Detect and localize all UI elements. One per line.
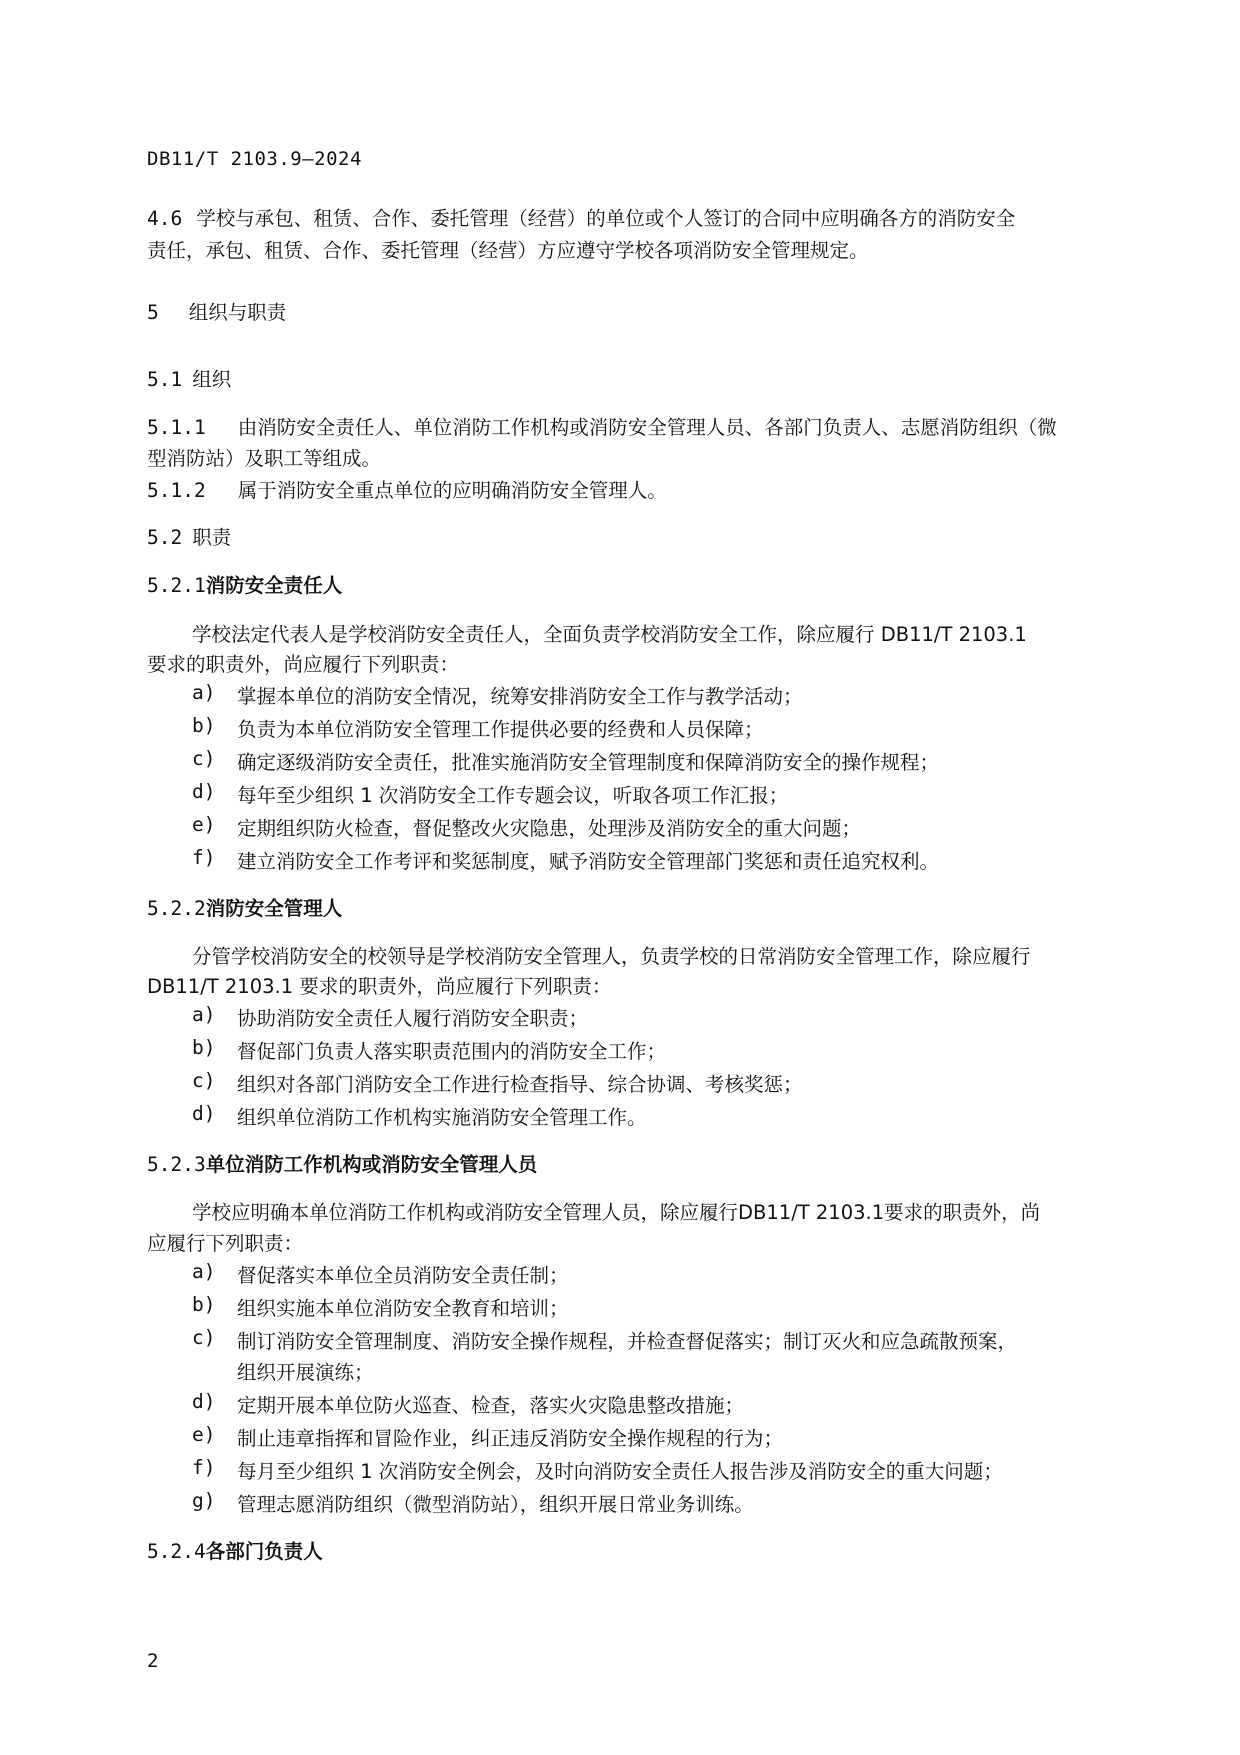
list-item-marker: d): [192, 1390, 216, 1413]
section-5-2-3-heading: [147, 1149, 537, 1177]
clause-text: 学校与承包、租赁、合作、委托管理（经营）的单位或个人签订的合同中应明确各方的消防安全: [196, 207, 1016, 230]
clause-5-2-3-intro-line1: 学校应明确本单位消防工作机构或消防安全管理人员，除应履行DB11/T 2103.1要求的职责外，尚: [192, 1201, 1041, 1224]
clause-number: 4.6: [147, 207, 183, 230]
list-item: 督促部门负责人落实职责范围内的消防安全工作；: [237, 1040, 667, 1063]
list-item: 组织对各部门消防安全工作进行检查指导、综合协调、考核奖惩；: [237, 1073, 803, 1096]
list-item-marker: f): [192, 1456, 216, 1479]
section-5-1-heading: [147, 364, 231, 392]
section-title: 单位消防工作机构或消防安全管理人员: [205, 1153, 538, 1176]
list-item-marker: b): [192, 1036, 216, 1059]
list-item: 制订消防安全管理制度、消防安全操作规程，并检查督促落实；制订灭火和应急疏散预案，: [237, 1330, 1018, 1353]
list-item-marker: g): [192, 1489, 216, 1512]
list-item: 督促落实本单位全员消防安全责任制；: [237, 1264, 569, 1287]
list-item-marker: c): [192, 747, 216, 770]
list-item-marker: a): [192, 681, 216, 704]
section-title: 消防安全管理人: [205, 897, 343, 920]
list-item-marker: a): [192, 1003, 216, 1026]
list-item-continuation: 组织开展演练；: [237, 1361, 374, 1384]
list-item: 协助消防安全责任人履行消防安全职责；: [237, 1007, 589, 1030]
list-item-marker: a): [192, 1260, 216, 1283]
page-number: 2: [147, 1650, 159, 1672]
section-title: 组织与职责: [188, 301, 287, 324]
clause-5-2-1-intro-line2: 要求的职责外，尚应履行下列职责：: [147, 653, 460, 676]
list-item: 掌握本单位的消防安全情况，统筹安排消防安全工作与教学活动；: [237, 685, 803, 708]
clause-number: 5.1.2: [147, 479, 206, 502]
list-item-marker: e): [192, 813, 216, 836]
list-item-marker: d): [192, 780, 216, 803]
section-5-2-heading: [147, 522, 231, 550]
list-item: 定期组织防火检查，督促整改火灾隐患，处理涉及消防安全的重大问题；: [237, 817, 862, 840]
section-number: 5.1: [147, 368, 183, 391]
clause-text: 由消防安全责任人、单位消防工作机构或消防安全管理人员、各部门负责人、志愿消防组织（微: [237, 416, 1057, 439]
section-number: 5.2: [147, 526, 183, 549]
section-number: 5.2.4: [147, 1540, 206, 1563]
section-title: 职责: [192, 526, 232, 549]
list-item-marker: e): [192, 1423, 216, 1446]
section-title: 组织: [192, 368, 232, 391]
clause-4-6-line2: 责任，承包、租赁、合作、委托管理（经营）方应遵守学校各项消防安全管理规定。: [147, 239, 869, 262]
list-item-marker: c): [192, 1326, 216, 1349]
clause-text: 属于消防安全重点单位的应明确消防安全管理人。: [237, 479, 667, 502]
clause-5-1-2: [147, 475, 667, 503]
clause-5-2-2-intro-line2: DB11/T 2103.1 要求的职责外，尚应履行下列职责：: [147, 975, 612, 998]
list-item: 组织单位消防工作机构实施消防安全管理工作。: [237, 1106, 647, 1129]
list-item: 制止违章指挥和冒险作业，纠正违反消防安全操作规程的行为；: [237, 1427, 784, 1450]
list-item-marker: c): [192, 1069, 216, 1092]
section-number: 5.2.2: [147, 897, 206, 920]
section-number: 5.2.3: [147, 1153, 206, 1176]
section-5-heading: [147, 297, 286, 325]
list-item: 定期开展本单位防火巡查、检查，落实火灾隐患整改措施；: [237, 1394, 745, 1417]
section-number: 5: [147, 301, 159, 324]
document-code: DB11/T 2103.9—2024: [147, 148, 362, 170]
list-item: 建立消防安全工作考评和奖惩制度，赋予消防安全管理部门奖惩和责任追究权利。: [237, 850, 940, 873]
list-item-marker: f): [192, 846, 216, 869]
clause-5-2-3-intro-line2: 应履行下列职责：: [147, 1232, 304, 1255]
section-5-2-1-heading: [147, 570, 342, 598]
list-item-marker: b): [192, 714, 216, 737]
list-item: 管理志愿消防组织（微型消防站），组织开展日常业务训练。: [237, 1493, 754, 1516]
list-item: 确定逐级消防安全责任，批准实施消防安全管理制度和保障消防安全的操作规程；: [237, 751, 940, 774]
list-item-marker: d): [192, 1102, 216, 1125]
list-item: 负责为本单位消防安全管理工作提供必要的经费和人员保障；: [237, 718, 764, 741]
clause-4-6-line1: [147, 203, 1015, 231]
list-item-marker: b): [192, 1293, 216, 1316]
list-item: 每年至少组织 1 次消防安全工作专题会议，听取各项工作汇报；: [237, 784, 789, 807]
list-item: 每月至少组织 1 次消防安全例会，及时向消防安全责任人报告涉及消防安全的重大问题；: [237, 1460, 1003, 1483]
section-5-2-4-heading: [147, 1536, 323, 1564]
clause-5-2-2-intro-line1: 分管学校消防安全的校领导是学校消防安全管理人，负责学校的日常消防安全管理工作，除应履行: [192, 945, 1031, 968]
section-title: 消防安全责任人: [205, 574, 343, 597]
clause-5-1-1-line2: 型消防站）及职工等组成。: [147, 447, 382, 470]
list-item: 组织实施本单位消防安全教育和培训；: [237, 1297, 569, 1320]
clause-number: 5.1.1: [147, 416, 206, 439]
section-number: 5.2.1: [147, 574, 206, 597]
clause-5-2-1-intro-line1: 学校法定代表人是学校消防安全责任人，全面负责学校消防安全工作，除应履行 DB11/T 2103.1: [192, 623, 1027, 646]
section-5-2-2-heading: [147, 893, 342, 921]
clause-5-1-1-line1: [147, 412, 1057, 440]
section-title: 各部门负责人: [205, 1540, 323, 1563]
